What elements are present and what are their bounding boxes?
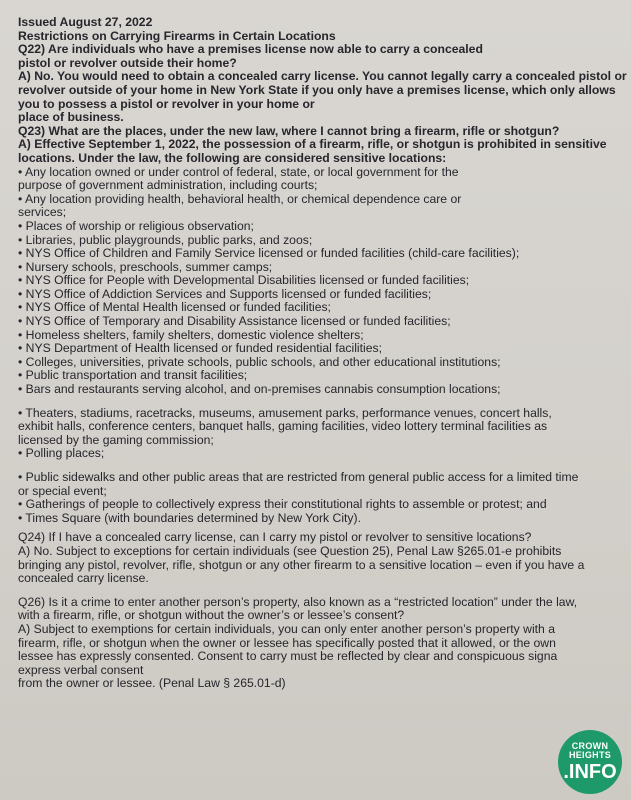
q22-answer-line: revolver outside of your home in New York State if you only have a premises license, which only allows [18,82,616,97]
list-item: • Gatherings of people to collectively express their constitutional rights to assemble or protest; and [18,497,547,512]
list-item: licensed by the gaming commission; [18,432,214,447]
sensitive-locations-list [18,407,618,461]
q23-intro-line: A) Effective September 1, 2022, the possession of a firearm, rifle, or shotgun is prohibited in sensitive [18,137,607,152]
list-item: or special event; [18,483,107,498]
q24-line: concealed carry license. [18,571,149,586]
sensitive-locations-list [18,166,618,397]
list-item: • NYS Office of Children and Family Service licensed or funded facilities (child-care facilities); [18,246,520,261]
list-item: • NYS Office of Addiction Services and Supports licensed or funded facilities; [18,286,432,301]
list-item: • Libraries, public playgrounds, public parks, and zoos; [18,232,313,247]
q22-section [18,42,627,125]
q26-line: A) Subject to exemptions for certain individuals, you can only enter another person’s property with a [18,621,555,636]
q26-line: express verbal consent [18,662,144,677]
list-item: • Any location providing health, behavioral health, or chemical dependence care or [18,191,462,206]
list-item: • Public transportation and transit facilities; [18,368,248,383]
logo-text: HEIGHTS [568,750,612,760]
q23-intro-line: locations. Under the law, the following are considered sensitive locations: [18,150,447,165]
q24-section [18,531,618,585]
q22-question-line: pistol or revolver outside their home? [18,55,237,70]
q23-section [18,125,618,526]
list-item: • Colleges, universities, private schools, public schools, and other educational institutions; [18,354,501,369]
list-item: • Polling places; [18,446,105,461]
q22-answer-line: place of business. [18,110,124,125]
q26-section [18,596,618,691]
document-page [18,15,627,691]
list-item: • NYS Office of Temporary and Disability Assistance licensed or funded facilities; [18,314,451,329]
list-item: • Homeless shelters, family shelters, domestic violence shelters; [18,327,364,342]
q24-line: bringing any pistol, revolver, rifle, shotgun or any other firearm to a sensitive location – even if you have a [18,557,585,572]
list-item: purpose of government administration, including courts; [18,178,318,193]
q22-answer-line: A) No. You would need to obtain a concealed carry license. You cannot legally carry a concealed pistol or [18,69,627,84]
list-item: services; [18,205,67,220]
list-item: • NYS Office for People with Developmental Disabilities licensed or funded facilities; [18,273,470,288]
list-item: exhibit halls, conference centers, banquet halls, gaming facilities, video lottery terminal facilities as [18,419,548,434]
q24-line: Q24) If I have a concealed carry license, can I carry my pistol or revolver to sensitive locations? [18,530,532,545]
q22-question-line: Q22) Are individuals who have a premises license now able to carry a concealed [18,42,483,57]
q26-line: lessee has expressly consented. Consent to carry must be reflected by clear and conspicuous signa [18,649,558,664]
logo-text: .INFO [563,761,617,783]
list-item: • Bars and restaurants serving alcohol, and on-premises cannabis consumption locations; [18,382,501,397]
list-item: • Places of worship or religious observation; [18,218,254,233]
list-item: • Times Square (with boundaries determined by New York City). [18,510,361,525]
q24-line: A) No. Subject to exceptions for certain individuals (see Question 25), Penal Law §265.01-e prohibits [18,543,562,558]
list-item: • Nursery schools, preschools, summer camps; [18,259,273,274]
q26-line: with a firearm, rifle, or shotgun without the owner’s or lessee’s consent? [18,608,405,623]
q22-answer-line: you to possess a pistol or revolver in your home or [18,96,315,111]
q23-question: Q23) What are the places, under the new law, where I cannot bring a firearm, rifle or shotgun? [18,123,560,138]
document-title: Restrictions on Carrying Firearms in Certain Locations [18,28,336,43]
logo-text: CROWN [571,741,609,751]
q26-line: firearm, rifle, or shotgun when the owner or lessee has specifically posted that it allowed, or the own [18,635,556,650]
q26-line: from the owner or lessee. (Penal Law § 265.01-d) [18,676,286,691]
list-item: • Any location owned or under control of federal, state, or local government for the [18,164,459,179]
issued-date: Issued August 27, 2022 [18,15,153,29]
list-item: • Public sidewalks and other public areas that are restricted from general public access for a limited time [18,470,579,484]
list-item: • NYS Department of Health licensed or funded residential facilities; [18,341,382,356]
list-item: • Theaters, stadiums, racetracks, museums, amusement parks, performance venues, concert halls, [18,405,552,420]
list-item: • NYS Office of Mental Health licensed or funded facilities; [18,300,331,315]
sensitive-locations-list [18,471,618,525]
crown-heights-logo [558,730,622,794]
q26-line: Q26) Is it a crime to enter another person’s property, also known as a “restricted location” under the law, [18,594,578,609]
